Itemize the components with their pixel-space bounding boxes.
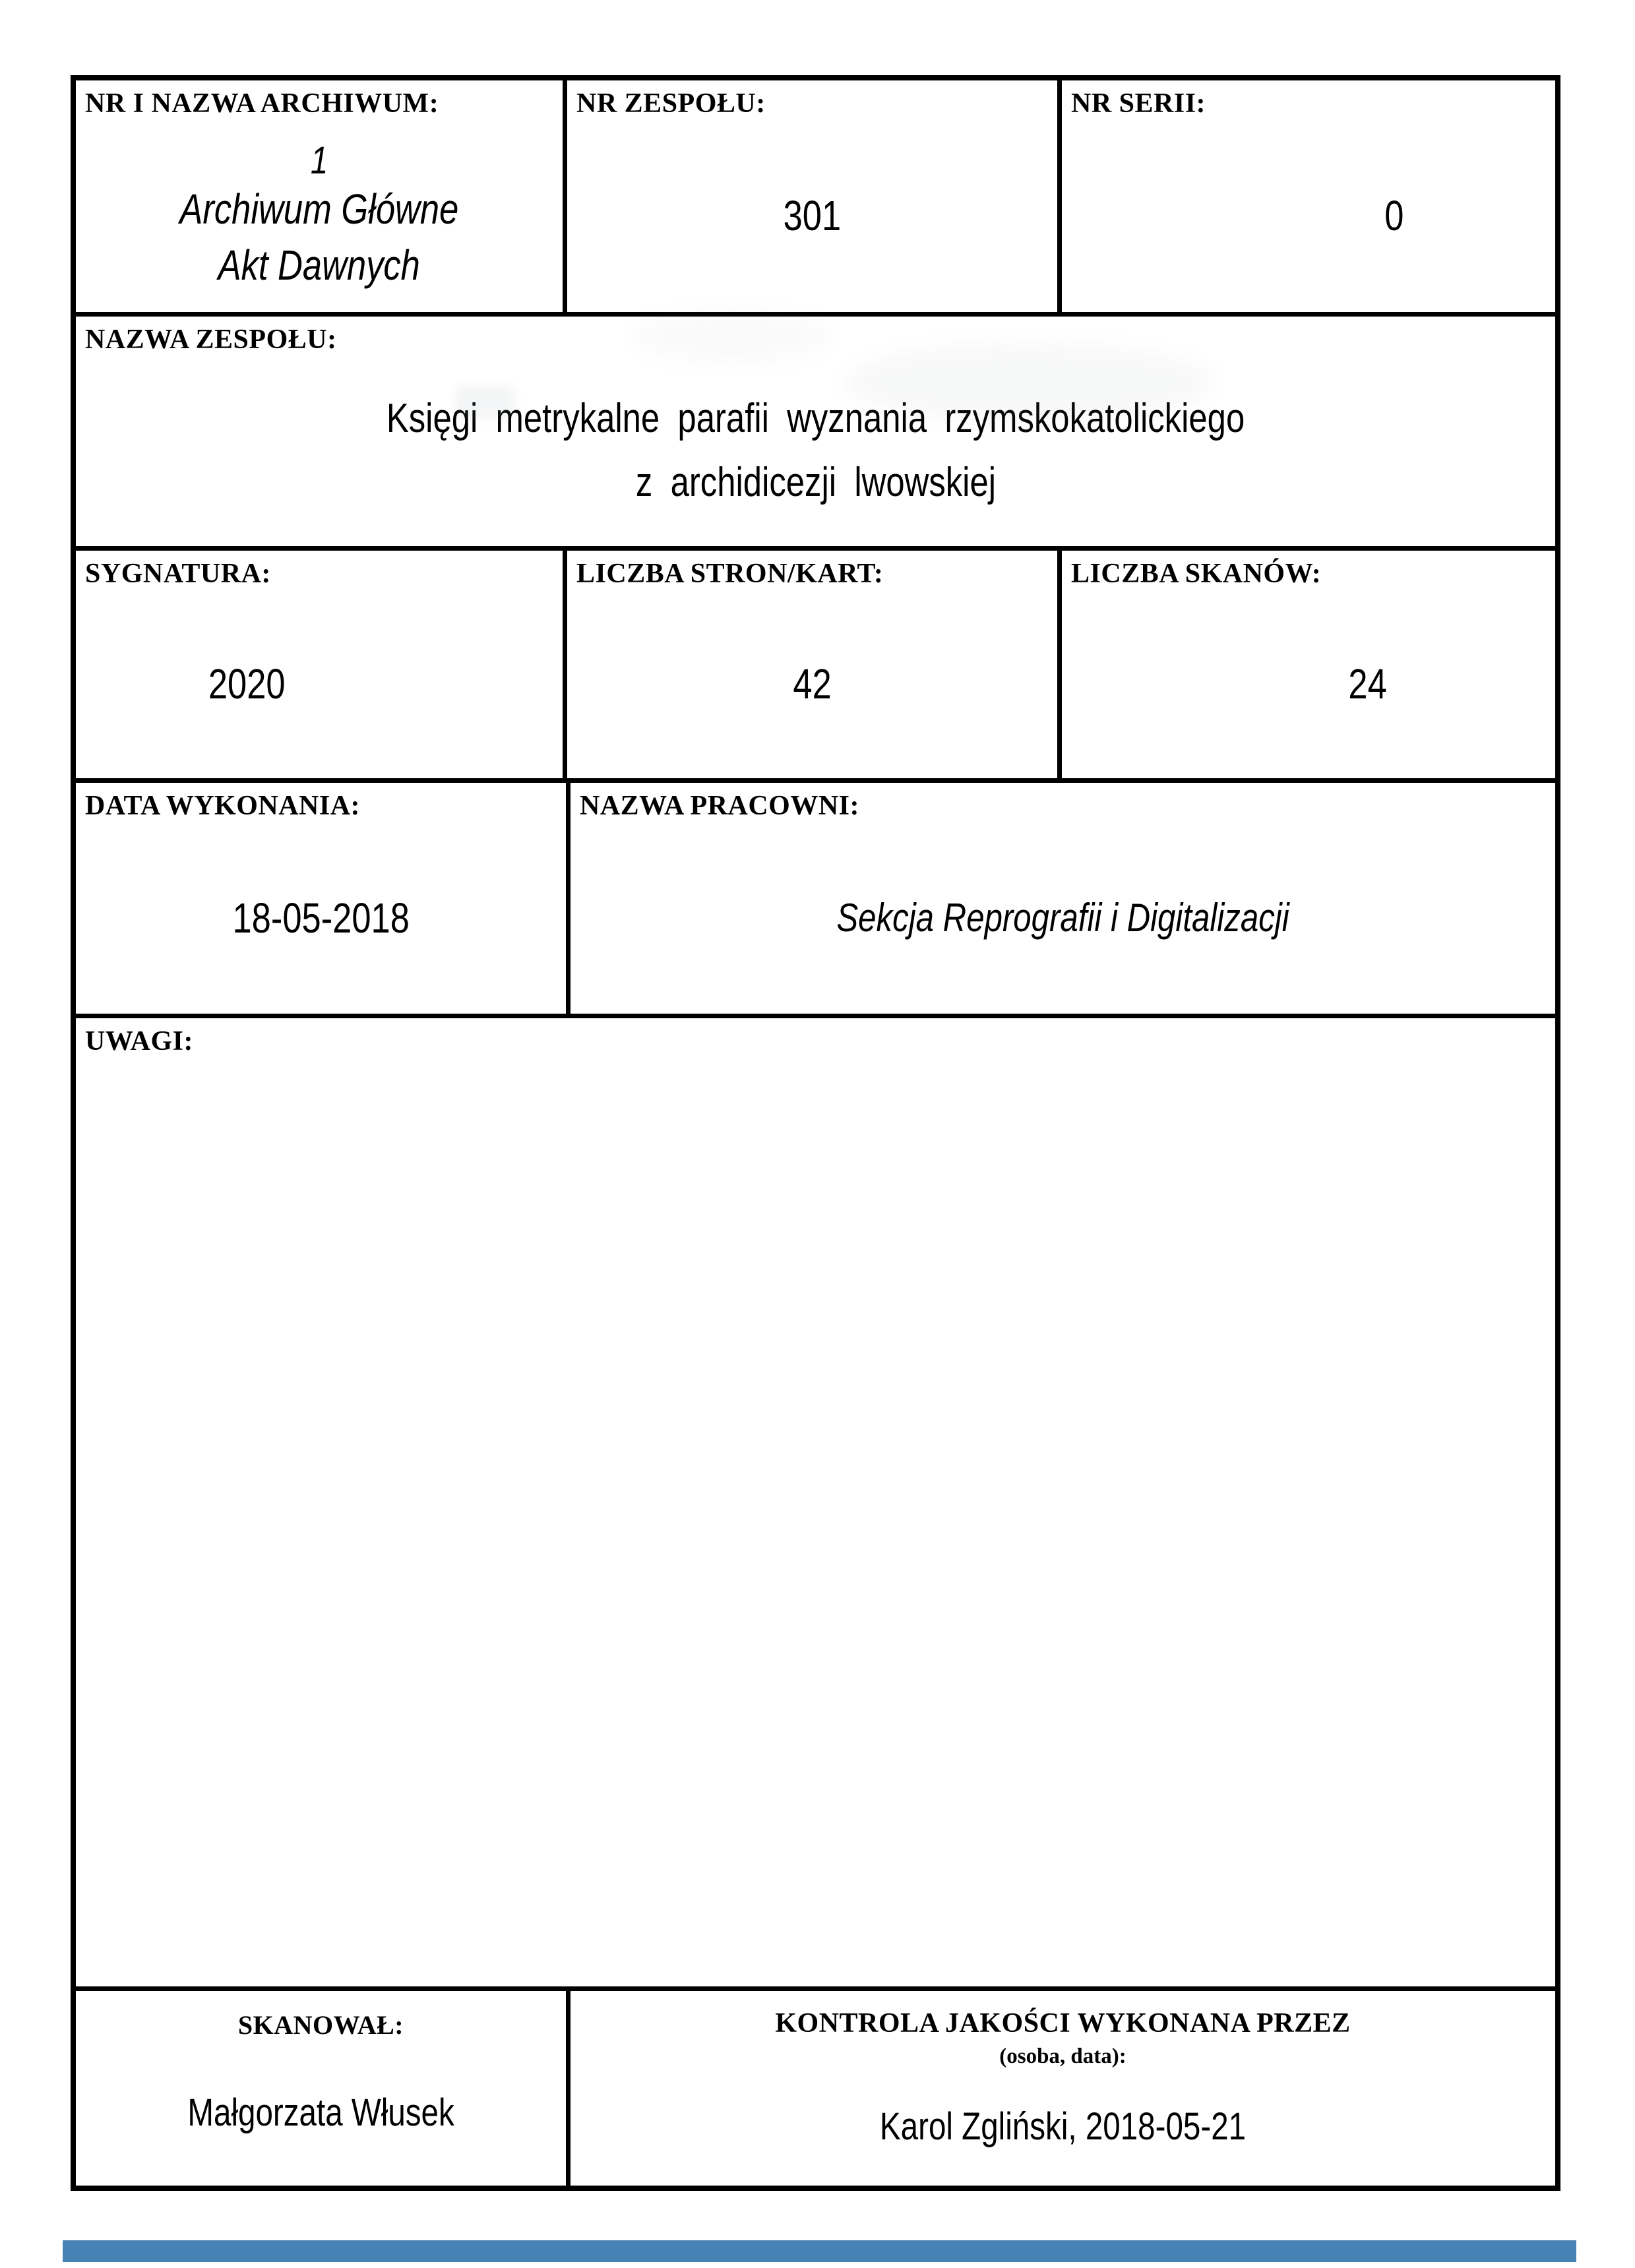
fonds-number-label: NR ZESPOŁU: [576, 88, 766, 119]
fonds-name-line1: Księgi metrykalne parafii wyznania rzymskokatolickiego [386, 396, 1245, 442]
archive-name-line2: Akt Dawnych [218, 241, 421, 289]
execution-date-value: 18-05-2018 [232, 894, 410, 942]
cell-fonds-name [76, 317, 1555, 546]
scanned-by-value: Małgorzata Włusek [187, 2091, 454, 2134]
scans-count-label: LICZBA SKANÓW: [1071, 559, 1322, 589]
cell-workshop-name [571, 783, 1555, 1014]
workshop-name-value-block [571, 822, 1555, 1014]
scanned-by-value-block [76, 2040, 566, 2186]
series-number-value: 0 [1384, 192, 1404, 240]
row-date-workshop [76, 778, 1555, 1014]
remarks-value-block [76, 1057, 1555, 1986]
fonds-number-value: 301 [783, 192, 842, 240]
archive-name-line1: Archiwum Główne [179, 185, 459, 233]
row-remarks [76, 1014, 1555, 1986]
cell-series-number [1062, 80, 1555, 312]
execution-date-value-block [76, 822, 566, 1014]
fonds-name-label: NAZWA ZESPOŁU: [85, 324, 337, 355]
signature-value: 2020 [208, 660, 286, 708]
cell-remarks [76, 1018, 1555, 1986]
fonds-number-value-block [567, 119, 1057, 312]
quality-control-value: Karol Zgliński, 2018-05-21 [879, 2104, 1247, 2148]
scans-count-value: 24 [1348, 660, 1388, 708]
workshop-name-value: Sekcja Reprografii i Digitalizacji [836, 896, 1289, 940]
scanned-by-label: SKANOWAŁ: [237, 2010, 404, 2040]
cell-scanned-by [76, 1991, 571, 2186]
signature-value-block [76, 590, 563, 778]
archive-name-value-block [76, 121, 563, 312]
signature-label: SYGNATURA: [85, 559, 271, 589]
row-archive-fonds-series [76, 80, 1555, 312]
cell-signature [76, 551, 567, 778]
bottom-scan-edge-strip [63, 2240, 1576, 2262]
cell-quality-control [571, 1991, 1555, 2186]
row-signature-pages-scans [76, 546, 1555, 778]
fonds-name-value-block [76, 355, 1555, 546]
pages-count-label: LICZBA STRON/KART: [576, 559, 884, 589]
row-fonds-name [76, 312, 1555, 546]
series-number-value-block [1062, 119, 1555, 312]
cell-execution-date [76, 783, 571, 1014]
quality-control-label: KONTROLA JAKOŚCI WYKONANA PRZEZ [775, 2008, 1351, 2038]
cell-scans-count [1062, 551, 1555, 778]
cell-fonds-number [567, 80, 1062, 312]
archive-number-value: 1 [310, 138, 328, 182]
scans-count-value-block [1062, 590, 1555, 778]
series-number-label: NR SERII: [1071, 88, 1206, 119]
execution-date-label: DATA WYKONANIA: [85, 791, 361, 821]
remarks-label: UWAGI: [85, 1026, 194, 1057]
pages-count-value: 42 [793, 660, 832, 708]
archive-metadata-table [71, 75, 1560, 2191]
row-scan-credits [76, 1986, 1555, 2186]
fonds-name-line2: z archidicezji lwowskiej [635, 459, 996, 505]
workshop-name-label: NAZWA PRACOWNI: [580, 791, 860, 821]
cell-pages-count [567, 551, 1062, 778]
quality-control-value-block [571, 2068, 1555, 2186]
pages-count-value-block [567, 590, 1057, 778]
quality-control-sublabel: (osoba, data): [999, 2044, 1126, 2069]
archive-name-label: NR I NAZWA ARCHIWUM: [85, 88, 439, 119]
cell-archive-name [76, 80, 567, 312]
